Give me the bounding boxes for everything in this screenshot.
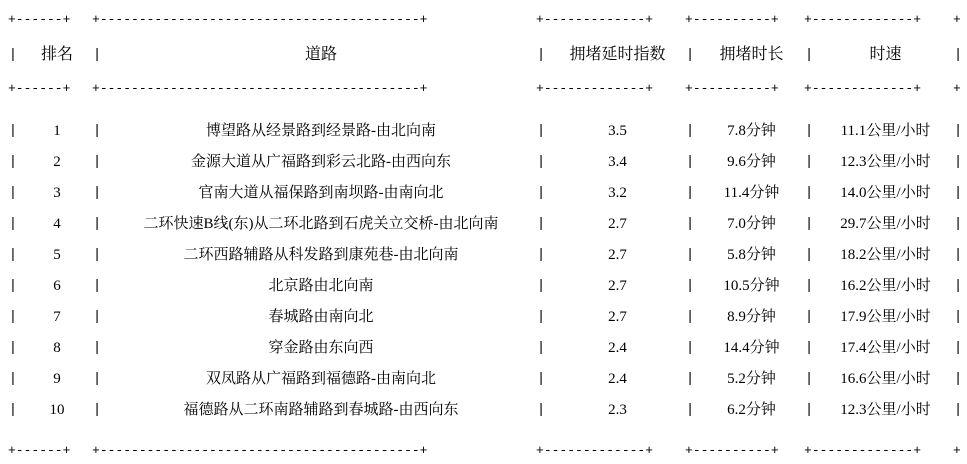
cell-speed: 18.2公里/小时 xyxy=(840,246,931,263)
cell-rank: 1 xyxy=(53,122,61,139)
vertical-bar: | xyxy=(92,371,102,387)
cell-index: 2.3 xyxy=(608,401,627,418)
cell-rank: 7 xyxy=(53,308,61,325)
vertical-bar: | xyxy=(536,154,546,170)
vertical-bar: | xyxy=(685,216,695,232)
rule-segment-index: +-------------+ xyxy=(536,12,654,27)
cell-index: 2.7 xyxy=(608,308,627,325)
cell-speed: 11.1公里/小时 xyxy=(840,122,931,139)
vertical-bar: | xyxy=(92,340,102,356)
rule-segment-rank: +------+ xyxy=(8,443,71,458)
vertical-bar: | xyxy=(8,123,18,139)
table-rule-header xyxy=(8,79,967,99)
vertical-bar: | xyxy=(685,278,695,294)
vertical-bar: | xyxy=(804,185,814,201)
cell-rank: 2 xyxy=(53,153,61,170)
cell-speed: 16.2公里/小时 xyxy=(840,277,931,294)
cell-speed: 12.3公里/小时 xyxy=(840,153,931,170)
vertical-bar: | xyxy=(92,123,102,139)
cell-road: 博望路从经景路到经景路-由北向南 xyxy=(206,122,437,139)
cell-rank: 5 xyxy=(53,246,61,263)
congestion-ranking-table xyxy=(8,10,967,461)
table-row xyxy=(8,115,967,146)
cell-duration: 14.4分钟 xyxy=(723,339,780,356)
vertical-bar: | xyxy=(685,247,695,263)
cell-road: 官南大道从福保路到南坝路-由南向北 xyxy=(198,184,444,201)
vertical-bar: | xyxy=(92,309,102,325)
cell-rank: 6 xyxy=(53,277,61,294)
vertical-bar: | xyxy=(92,185,102,201)
cell-rank: 9 xyxy=(53,370,61,387)
cell-road: 北京路由北向南 xyxy=(268,277,374,294)
vertical-bar: | xyxy=(536,340,546,356)
cell-duration: 7.8分钟 xyxy=(727,122,776,139)
vertical-bar: | xyxy=(685,402,695,418)
vertical-bar: | xyxy=(92,47,102,63)
cell-index: 2.7 xyxy=(608,277,627,294)
cell-duration: 5.2分钟 xyxy=(727,370,776,387)
rule-segment-index: +-------------+ xyxy=(536,443,654,458)
vertical-bar: | xyxy=(953,216,963,232)
vertical-bar: | xyxy=(685,47,695,63)
vertical-bar: | xyxy=(536,371,546,387)
column-header-speed: 时速 xyxy=(869,45,902,63)
vertical-bar: | xyxy=(8,47,18,63)
vertical-bar: | xyxy=(536,278,546,294)
cell-speed: 17.4公里/小时 xyxy=(840,339,931,356)
rule-segment-speed: +-------------+ xyxy=(804,81,922,96)
cell-road: 福德路从二环南路辅路到春城路-由西向东 xyxy=(183,401,459,418)
vertical-bar: | xyxy=(536,123,546,139)
vertical-bar: | xyxy=(536,216,546,232)
spacer-row xyxy=(8,99,967,115)
cell-road: 二环西路辅路从科发路到康苑巷-由北向南 xyxy=(183,246,459,263)
table-header-row xyxy=(8,30,967,79)
table-rule-bottom xyxy=(8,441,967,461)
vertical-bar: | xyxy=(804,216,814,232)
rule-segment-road: +-----------------------------------------+ xyxy=(92,12,428,27)
rule-segment-speed: +-------------+ xyxy=(804,12,922,27)
table-row xyxy=(8,301,967,332)
cell-duration: 5.8分钟 xyxy=(727,246,776,263)
cell-rank: 4 xyxy=(53,215,61,232)
cell-road: 穿金路由东向西 xyxy=(268,339,374,356)
vertical-bar: | xyxy=(8,247,18,263)
table-row xyxy=(8,146,967,177)
cell-index: 3.5 xyxy=(608,122,627,139)
spacer-row xyxy=(8,425,967,441)
vertical-bar: | xyxy=(536,402,546,418)
vertical-bar: | xyxy=(804,47,814,63)
vertical-bar: | xyxy=(92,278,102,294)
vertical-bar: | xyxy=(8,340,18,356)
cell-speed: 29.7公里/小时 xyxy=(840,215,931,232)
vertical-bar: | xyxy=(685,123,695,139)
cell-index: 3.4 xyxy=(608,153,627,170)
rule-segment-road: +-----------------------------------------+ xyxy=(92,81,428,96)
table-row xyxy=(8,239,967,270)
cell-duration: 8.9分钟 xyxy=(727,308,776,325)
vertical-bar: | xyxy=(953,340,963,356)
vertical-bar: | xyxy=(953,185,963,201)
vertical-bar: | xyxy=(685,154,695,170)
cell-rank: 3 xyxy=(53,184,61,201)
vertical-bar: | xyxy=(685,185,695,201)
rule-segment-duration: +----------+ xyxy=(685,443,779,458)
vertical-bar: | xyxy=(953,309,963,325)
vertical-bar: | xyxy=(953,278,963,294)
vertical-bar: | xyxy=(953,47,963,63)
vertical-bar: | xyxy=(804,402,814,418)
table-row xyxy=(8,177,967,208)
cell-speed: 17.9公里/小时 xyxy=(840,308,931,325)
vertical-bar: | xyxy=(536,309,546,325)
cell-duration: 6.2分钟 xyxy=(727,401,776,418)
cell-index: 2.4 xyxy=(608,339,627,356)
cell-rank: 8 xyxy=(53,339,61,356)
vertical-bar: | xyxy=(92,154,102,170)
table-row xyxy=(8,363,967,394)
rule-corner-right: + xyxy=(953,443,961,458)
vertical-bar: | xyxy=(804,340,814,356)
vertical-bar: | xyxy=(8,371,18,387)
cell-road: 双凤路从广福路到福德路-由南向北 xyxy=(206,370,437,387)
rule-segment-rank: +------+ xyxy=(8,81,71,96)
vertical-bar: | xyxy=(953,123,963,139)
cell-speed: 14.0公里/小时 xyxy=(840,184,931,201)
rule-segment-duration: +----------+ xyxy=(685,81,779,96)
vertical-bar: | xyxy=(953,247,963,263)
cell-duration: 10.5分钟 xyxy=(723,277,780,294)
column-header-duration: 拥堵时长 xyxy=(719,45,784,63)
vertical-bar: | xyxy=(953,371,963,387)
cell-index: 3.2 xyxy=(608,184,627,201)
vertical-bar: | xyxy=(8,185,18,201)
vertical-bar: | xyxy=(953,154,963,170)
cell-speed: 12.3公里/小时 xyxy=(840,401,931,418)
cell-duration: 11.4分钟 xyxy=(723,184,780,201)
vertical-bar: | xyxy=(804,309,814,325)
vertical-bar: | xyxy=(92,247,102,263)
column-header-index: 拥堵延时指数 xyxy=(569,45,666,63)
rule-segment-speed: +-------------+ xyxy=(804,443,922,458)
column-header-road: 道路 xyxy=(305,45,338,63)
vertical-bar: | xyxy=(953,402,963,418)
cell-rank: 10 xyxy=(49,401,65,418)
vertical-bar: | xyxy=(685,340,695,356)
vertical-bar: | xyxy=(804,278,814,294)
cell-index: 2.4 xyxy=(608,370,627,387)
vertical-bar: | xyxy=(804,123,814,139)
cell-index: 2.7 xyxy=(608,246,627,263)
vertical-bar: | xyxy=(685,309,695,325)
cell-duration: 7.0分钟 xyxy=(727,215,776,232)
vertical-bar: | xyxy=(804,154,814,170)
vertical-bar: | xyxy=(804,371,814,387)
rule-corner-right: + xyxy=(953,81,961,96)
rule-corner-right: + xyxy=(953,12,961,27)
rule-segment-road: +-----------------------------------------+ xyxy=(92,443,428,458)
vertical-bar: | xyxy=(8,216,18,232)
vertical-bar: | xyxy=(8,309,18,325)
cell-road: 二环快速B线(东)从二环北路到石虎关立交桥-由北向南 xyxy=(143,215,499,232)
cell-duration: 9.6分钟 xyxy=(727,153,776,170)
vertical-bar: | xyxy=(8,154,18,170)
cell-index: 2.7 xyxy=(608,215,627,232)
vertical-bar: | xyxy=(536,185,546,201)
table-row xyxy=(8,332,967,363)
vertical-bar: | xyxy=(8,278,18,294)
cell-road: 金源大道从广福路到彩云北路-由西向东 xyxy=(191,153,452,170)
vertical-bar: | xyxy=(92,216,102,232)
cell-speed: 16.6公里/小时 xyxy=(840,370,931,387)
rule-segment-duration: +----------+ xyxy=(685,12,779,27)
vertical-bar: | xyxy=(536,247,546,263)
vertical-bar: | xyxy=(92,402,102,418)
column-header-rank: 排名 xyxy=(41,45,74,63)
table-row xyxy=(8,394,967,425)
table-rule-top xyxy=(8,10,967,30)
vertical-bar: | xyxy=(8,402,18,418)
rule-segment-rank: +------+ xyxy=(8,12,71,27)
vertical-bar: | xyxy=(536,47,546,63)
vertical-bar: | xyxy=(685,371,695,387)
table-row xyxy=(8,208,967,239)
vertical-bar: | xyxy=(804,247,814,263)
rule-segment-index: +-------------+ xyxy=(536,81,654,96)
table-row xyxy=(8,270,967,301)
cell-road: 春城路由南向北 xyxy=(268,308,374,325)
